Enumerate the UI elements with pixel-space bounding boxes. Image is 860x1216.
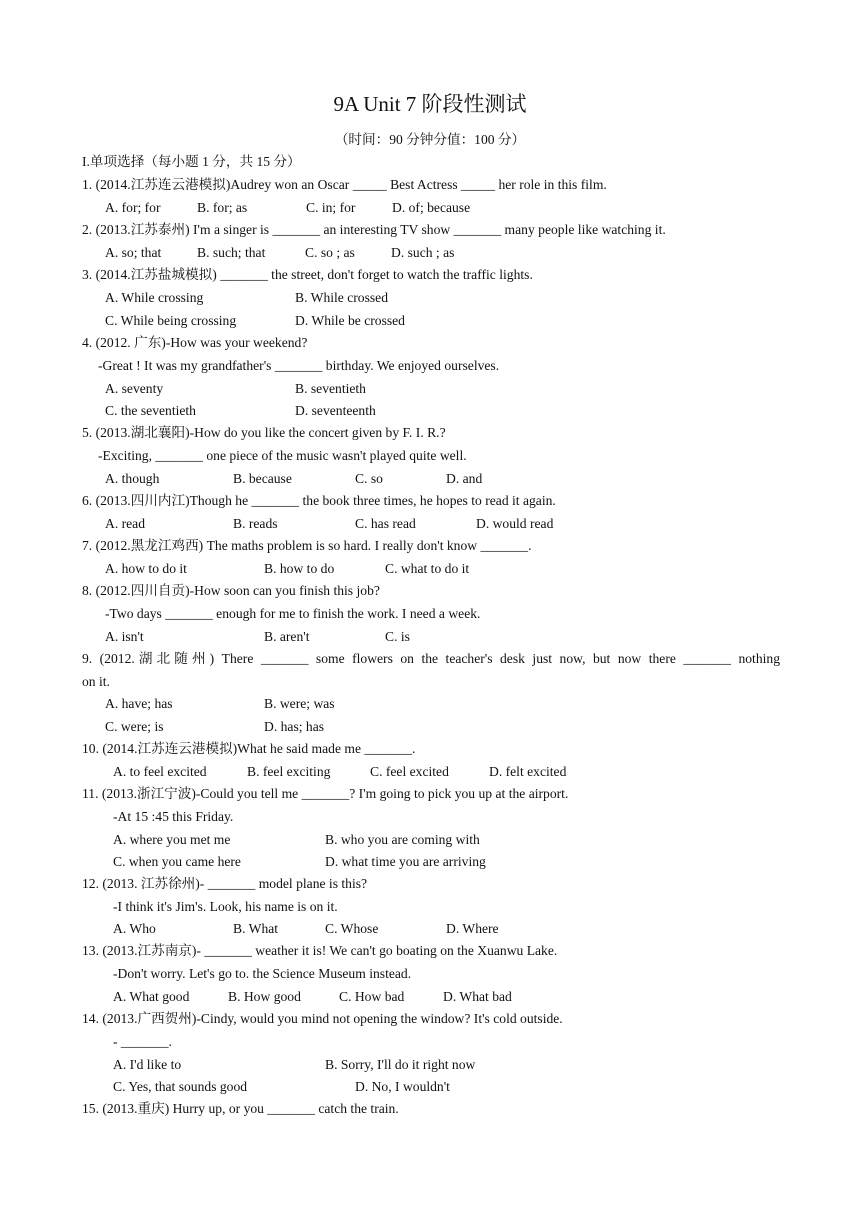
option-c: C. feel excited [370,764,449,779]
option-b: B. aren't [264,629,310,644]
option-d: D. seventeenth [295,403,376,418]
option-c: C. what to do it [385,561,470,576]
question-stem: 6. (2013.四川内江)Though he _______ the book three times, he hopes to read it again. [82,493,556,508]
option-b: B. how to do [264,561,335,576]
option-d: D. Where [446,921,499,936]
option-a: A. for; for [105,200,161,215]
question-reply: -Two days _______ enough for me to finish the work. I need a week. [105,606,481,621]
option-c: C. is [385,629,410,644]
question-stem: 9. (2012.湖北随州) There _______ some flowers on the teacher's desk just now, but now there _______ nothing [82,651,780,666]
page-title: 9A Unit 7 阶段性测试 [333,92,527,116]
option-b: B. What [233,921,279,936]
option-d: D. what time you are arriving [325,854,486,869]
option-d: D. felt excited [489,764,567,779]
question-stem: 2. (2013.江苏泰州) I'm a singer is _______ an interesting TV show _______ many people like watching it. [82,222,666,237]
option-a: A. have; has [105,696,173,711]
option-a: A. so; that [105,245,162,260]
question-stem: 12. (2013. 江苏徐州)- _______ model plane is this? [82,876,368,891]
option-b: B. Sorry, I'll do it right now [325,1057,476,1072]
option-d: D. and [446,471,483,486]
option-b: B. seventieth [295,381,366,396]
option-b: B. How good [228,989,301,1004]
option-a: A. though [105,471,160,486]
question-reply: -Exciting, _______ one piece of the music wasn't played quite well. [98,448,467,463]
question-stem: 8. (2012.四川自贡)-How soon can you finish this job? [82,583,380,598]
option-b: B. because [233,471,292,486]
question-stem: 4. (2012. 广东)-How was your weekend? [82,335,308,350]
question-stem: 7. (2012.黑龙江鸡西) The maths problem is so hard. I really don't know _______. [82,538,532,553]
question-stem: 13. (2013.江苏南京)- _______ weather it is! We can't go boating on the Xuanwu Lake. [82,943,558,958]
option-c: C. so [355,471,383,486]
option-a: A. isn't [105,629,144,644]
option-d: D. of; because [392,200,471,215]
question-stem-continued: on it. [82,674,110,689]
option-a: A. read [105,516,146,531]
option-c: C. How bad [339,989,405,1004]
question-reply: -Don't worry. Let's go to. the Science Museum instead. [113,966,412,981]
option-a: A. While crossing [105,290,204,305]
question-stem: 15. (2013.重庆) Hurry up, or you _______ catch the train. [82,1101,399,1116]
question-reply: -At 15 :45 this Friday. [113,809,234,824]
question-stem: 14. (2013.广西贺州)-Cindy, would you mind not opening the window? It's cold outside. [82,1011,563,1026]
option-b: B. such; that [197,245,266,260]
question-reply: -I think it's Jim's. Look, his name is on it. [113,899,338,914]
option-a: A. to feel excited [113,764,207,779]
option-c: C. in; for [306,200,356,215]
option-a: A. Who [113,921,156,936]
option-b: B. feel exciting [247,764,331,779]
question-stem: 10. (2014.江苏连云港模拟)What he said made me _______. [82,741,416,756]
option-d: D. such ; as [391,245,455,260]
option-d: D. would read [476,516,554,531]
question-reply: - _______. [113,1034,172,1049]
option-a: A. where you met me [113,832,231,847]
option-b: B. for; as [197,200,248,215]
option-c: C. has read [355,516,416,531]
question-stem: 3. (2014.江苏盐城模拟) _______ the street, don't forget to watch the traffic lights. [82,267,533,282]
option-d: D. has; has [264,719,325,734]
option-c: C. so ; as [305,245,355,260]
option-c: C. Yes, that sounds good [113,1079,248,1094]
option-a: A. how to do it [105,561,187,576]
option-c: C. Whose [325,921,379,936]
section-heading: I.单项选择（每小题 1 分，共 15 分） [82,154,301,169]
option-c: C. While being crossing [105,313,237,328]
option-b: B. reads [233,516,278,531]
option-a: A. I'd like to [113,1057,182,1072]
option-b: B. who you are coming with [325,832,480,847]
option-d: D. While be crossed [295,313,405,328]
question-stem: 5. (2013.湖北襄阳)-How do you like the concert given by F. I. R.? [82,425,446,440]
option-c: C. the seventieth [105,403,196,418]
option-d: D. No, I wouldn't [355,1079,450,1094]
option-a: A. What good [113,989,190,1004]
option-d: D. What bad [443,989,512,1004]
option-b: B. While crossed [295,290,388,305]
option-c: C. when you came here [113,854,241,869]
question-stem: 11. (2013.浙江宁波)-Could you tell me _______? I'm going to pick you up at the airport. [82,786,569,801]
page-subtitle: （时间：90 分钟分值：100 分） [334,132,526,147]
option-a: A. seventy [105,381,164,396]
question-reply: -Great ! It was my grandfather's _______ birthday. We enjoyed ourselves. [98,358,500,373]
question-stem: 1. (2014.江苏连云港模拟)Audrey won an Oscar _____ Best Actress _____ her role in this film. [82,177,607,192]
option-c: C. were; is [105,719,164,734]
option-b: B. were; was [264,696,335,711]
